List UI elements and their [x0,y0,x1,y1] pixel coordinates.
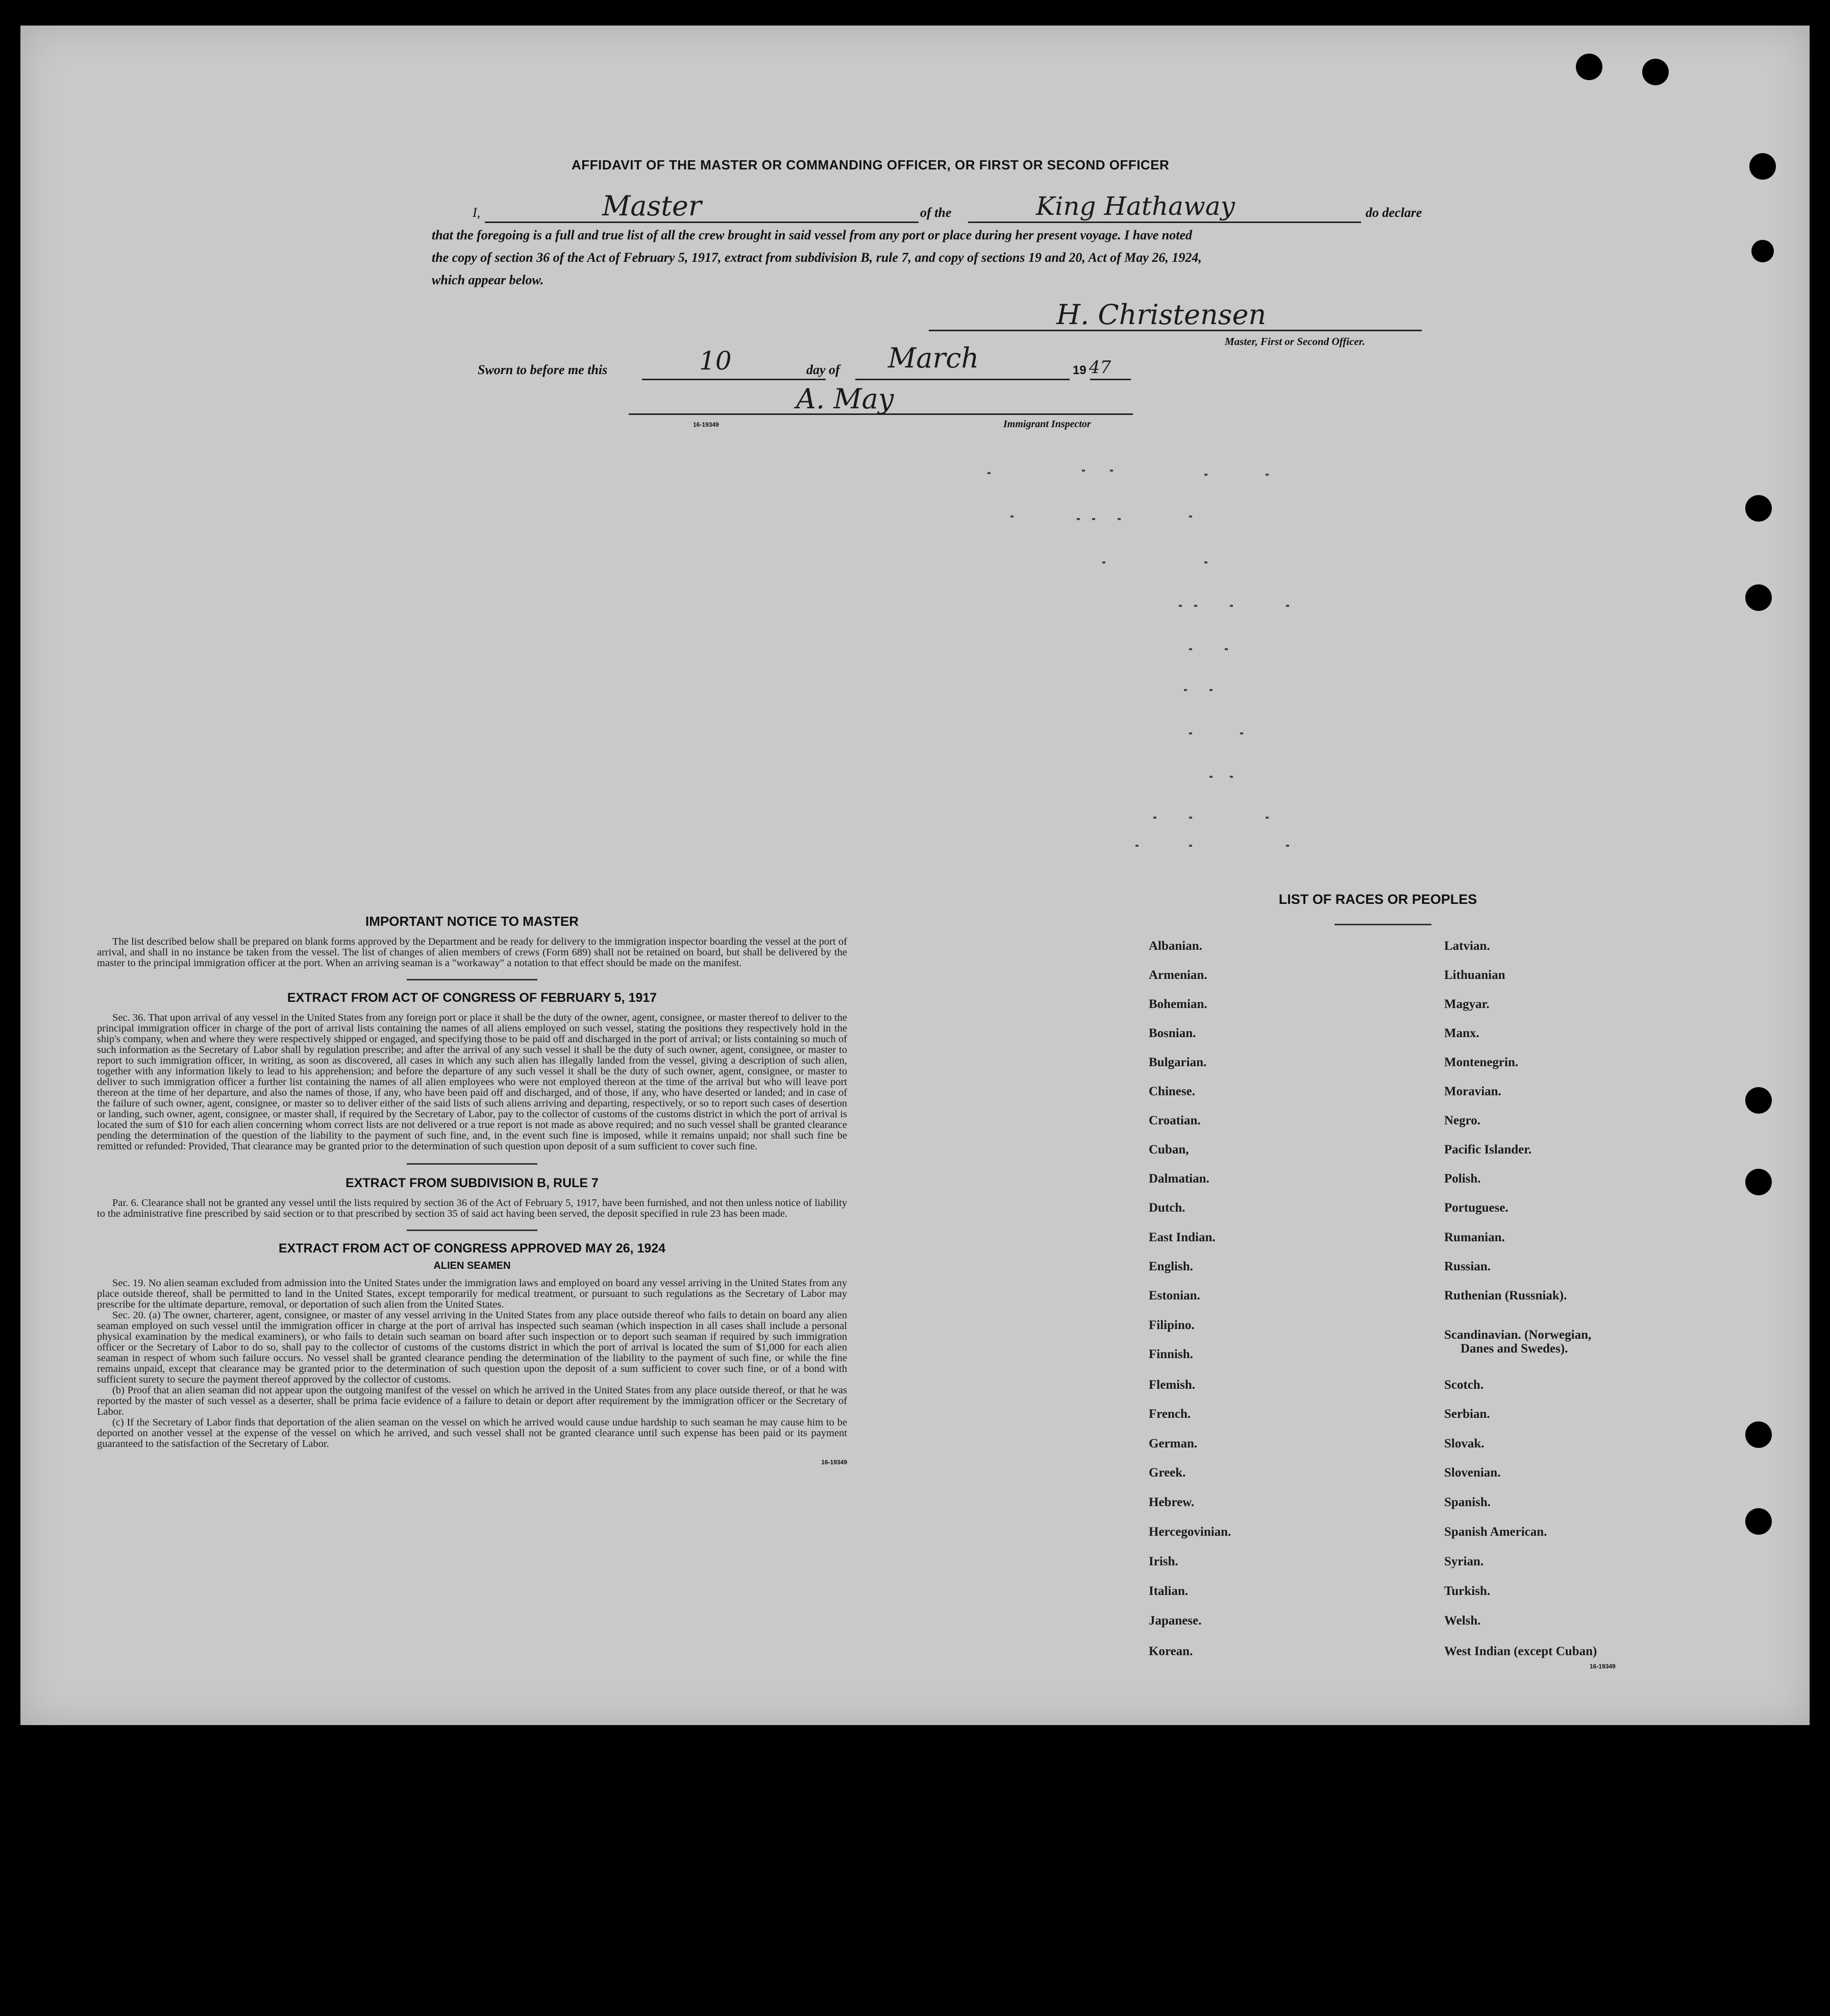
extract3-title: EXTRACT FROM ACT OF CONGRESS APPROVED MAY 26, 1924 [278,1241,666,1256]
sec20b-text: (b) Proof that an alien seaman did not appear upon the outgoing manifest of the vessel on which he arrived in the United States from any place outside thereof, or that he was reported by the master of such vessel as a deserter, shall be prima facie evidence of a failure to detain or deport after requirement by the immigration officer or the Secretary of Labor. [97,1385,847,1417]
race-item: Russian. [1444,1260,1491,1273]
year-line [1090,379,1131,380]
races-title: LIST OF RACES OR PEOPLES [1278,892,1477,907]
inspector-caption: Immigrant Inspector [1003,419,1091,430]
punch-hole [1745,584,1772,611]
race-item: East Indian. [1149,1231,1216,1244]
race-item: Armenian. [1149,968,1207,982]
day-of-label: day of [806,362,840,377]
extract1-text: Sec. 36. That upon arrival of any vessel in the United States from any foreign port or place it shall be the duty of the owner, agent, consignee, or master thereof to deliver to the principal immigration officer in charge of the port of arrival lists containing the names of all aliens employed on such vessel, stating the positions they respectively hold in the ship's company, when and where they were respectively shipped or engaged, and specifying those to be paid off and discharged in the port of arrival; or lists containing so much of such information as the Secretary of Labor shall by regulation prescribe; and after the arrival of any such vessel it shall be the duty of such owner, agent, consignee, or master to report to such immigration officer, in writing, as soon as discovered, all cases in which any such alien has illegally landed from the vessel, giving a description of such alien, together with any information likely to lead to his apprehension; and before the departure of any such vessel it shall be the duty of such owner, agent, consignee, or master to deliver to such immigration officer a further list containing the names of all alien employees who were not employed thereon at the time of the arrival but who will leave port thereon at the time of her departure, and also the names of those, if any, who have been paid off and discharged, and of those, if any, who have deserted or landed; and in case of the failure of such owner, agent, consignee, or master so to deliver either of the said lists of such aliens arriving and departing, respectively, or so to report such cases of desertion or landing, such owner, agent, consignee, or master shall, if required by the Secretary of Labor, pay to the collector of customs of the customs district in which the port of arrival is located the sum of $10 for each alien concerning whom correct lists are not delivered or a true report is not made as above required; and no such vessel shall be granted clearance pending the determination of the question of the liability to the payment of such fine, and, in the event such fine is imposed, while it remains unpaid; nor shall such fine be remitted or refunded: Provided, That clearance may be granted prior to the determination of such question upon deposit of a sum sufficient to cover such fine. [97,1012,847,1152]
punch-hole [1749,153,1776,180]
month-handwriting: March [888,342,979,374]
affidavit-title: AFFIDAVIT OF THE MASTER OR COMMANDING OFFICER, OR FIRST OR SECOND OFFICER [572,157,1170,173]
sec19-text: Sec. 19. No alien seaman excluded from admission into the United States under the immigration laws and employed on board any vessel arriving in the United States from any place outside thereof, shall be permitted to land in the United States, except temporarily for medical treatment, or pursuant to such regulations as the Secretary of Labor may prescribe for the ultimate departure, removal, or deportation of such alien from the United States. [97,1277,847,1310]
divider [407,1230,537,1231]
race-item: Cuban, [1149,1143,1189,1157]
race-item: Filipino. [1149,1318,1195,1332]
year-handwriting: 47 [1089,357,1111,378]
race-item: French. [1149,1407,1191,1421]
affidavit-line2: that the foregoing is a full and true list of all the crew brought in said vessel from any port or place during her present voyage. I have noted [432,228,1193,242]
race-item: Finnish. [1149,1347,1193,1361]
sec20a-text: Sec. 20. (a) The owner, charterer, agent, consignee, or master of any vessel arriving in the United States from any place outside thereof who fails to detain on board any alien seaman employed on such vessel until the immigration officer in charge at the port of arrival has inspected such seaman (which inspection in all cases shall include a personal physical examination by the medical examiners), or who fails to detain such seaman on board after such inspection or to deport such seaman if required by such immigration officer or the Secretary of Labor to do so, shall pay to the collector of customs of the customs district in which the port of arrival is located the sum of $1,000 for each alien seaman in respect of whom such failure occurs. No vessel shall be granted clearance pending the determination of the liability to the payment of such fine, or while the fine remains unpaid, except that clearance may be granted prior to the determination of such question upon the deposit of a sum sufficient to cover such fine, or of a bond with sufficient surety to secure the payment thereof approved by the collector of customs. [97,1310,847,1385]
form-page [20,26,1810,1725]
race-item: Korean. [1149,1644,1193,1658]
race-item: Moravian. [1444,1085,1501,1098]
punch-hole [1745,1421,1772,1448]
race-item: Irish. [1149,1555,1178,1568]
race-item: Spanish. [1444,1495,1491,1509]
punch-hole [1745,495,1772,522]
race-item: Scotch. [1444,1378,1484,1392]
race-item: Croatian. [1149,1114,1201,1127]
race-item: Dutch. [1149,1201,1185,1215]
sworn-day-line [642,379,826,380]
divider [407,1163,537,1165]
form-code: 16-19349 [693,421,719,428]
race-item: Estonian. [1149,1289,1200,1302]
vessel-handwriting: King Hathaway [1036,191,1235,221]
punch-hole [1745,1087,1772,1114]
month-line [855,379,1070,380]
race-item: Greek. [1149,1466,1186,1480]
do-declare-label: do declare [1366,205,1422,220]
race-item: Spanish American. [1444,1525,1547,1539]
extract3-subtitle: ALIEN SEAMEN [433,1260,511,1271]
race-item: Hercegovinian. [1149,1525,1231,1539]
race-item: Slovak. [1444,1437,1485,1450]
race-item: Bohemian. [1149,997,1207,1011]
notice-title: IMPORTANT NOTICE TO MASTER [365,914,579,929]
affidavit-i: I, [473,205,481,220]
race-item: Chinese. [1149,1085,1195,1098]
race-item: Scandinavian. (Norwegian, [1444,1328,1592,1342]
year-prefix: 19 [1073,363,1086,377]
race-item: Magyar. [1444,997,1490,1011]
extract1-title: EXTRACT FROM ACT OF CONGRESS OF FEBRUARY 5, 1917 [287,991,657,1005]
punch-hole [1751,240,1774,262]
race-item: Bulgarian. [1149,1055,1207,1069]
race-item: Albanian. [1149,939,1202,953]
punch-hole [1745,1508,1772,1535]
race-item: Portuguese. [1444,1201,1508,1215]
race-item: German. [1149,1437,1198,1450]
notice-form-code: 16-19349 [821,1459,847,1466]
race-item: Lithuanian [1444,968,1505,982]
affidavit-line4: which appear below. [432,273,544,287]
race-item: Hebrew. [1149,1495,1195,1509]
punch-hole [1745,1169,1772,1195]
name-line [485,222,919,223]
race-item: Montenegrin. [1444,1055,1519,1069]
race-item: Latvian. [1444,939,1490,953]
signature-caption: Master, First or Second Officer. [1225,335,1365,348]
extract2-title: EXTRACT FROM SUBDIVISION B, RULE 7 [345,1176,599,1190]
divider [407,979,537,980]
signature-handwriting: H. Christensen [1056,299,1267,331]
race-item: Serbian. [1444,1407,1490,1421]
inspector-handwriting: A. May [796,383,894,415]
race-item: Polish. [1444,1172,1481,1186]
sworn-label: Sworn to before me this [478,362,608,377]
race-item: West Indian (except Cuban) [1444,1644,1597,1658]
race-item: Flemish. [1149,1378,1195,1392]
race-item: Ruthenian (Russniak). [1444,1289,1567,1302]
race-item: English. [1149,1260,1193,1273]
extract2-text: Par. 6. Clearance shall not be granted any vessel until the lists required by section 36 of the Act of February 5, 1917, have been furnished, and not then unless notice of liability to the administrative fine prescribed by said section or to that prescribed by section 35 of said act having been served, the deposit specified in rule 23 has been made. [97,1197,847,1219]
punch-hole [1642,59,1669,85]
race-item: Bosnian. [1149,1026,1196,1040]
vessel-line [968,222,1361,223]
race-item: Pacific Islander. [1444,1143,1532,1157]
sec20c-text: (c) If the Secretary of Labor finds that deportation of the alien seaman on the vessel on which he arrived would cause undue hardship to such seaman he may cause him to be deported on another vessel at the expense of the vessel on which he arrived, and such vessel shall not be granted clearance until such expense has been paid or its payment guaranteed to the satisfaction of the Secretary of Labor. [97,1417,847,1449]
master-handwriting: Master [602,190,702,222]
race-item: Slovenian. [1444,1466,1501,1480]
race-item: Manx. [1444,1026,1479,1040]
affidavit-line3: the copy of section 36 of the Act of February 5, 1917, extract from subdivision B, rule 7, and copy of sections 19 and 20, Act of May 26, 1924, [432,250,1202,265]
sworn-day-handwriting: 10 [699,346,732,376]
notice-text: The list described below shall be prepared on blank forms approved by the Department and be ready for delivery to the immigration inspector boarding the vessel at the port of arrival, and shall in no instance be taken from the vessel. The list of changes of alien members of crews (Form 689) shall not be retained on board, but shall be delivered by the master to the principal immigration officer at the port. When an arriving seaman is a "workaway" a notation to that effect should be made on the manifest. [97,936,847,969]
race-item: Negro. [1444,1114,1481,1127]
notice-section [97,914,847,1466]
race-item: Italian. [1149,1584,1189,1598]
races-title-rule [1334,924,1431,925]
race-item: Japanese. [1149,1614,1202,1628]
race-item: Dalmatian. [1149,1172,1209,1186]
race-item: Welsh. [1444,1614,1481,1628]
races-form-code: 16-19349 [1590,1663,1616,1670]
race-item: Syrian. [1444,1555,1484,1568]
punch-hole [1576,54,1602,80]
race-item: Turkish. [1444,1584,1491,1598]
race-item: Rumanian. [1444,1231,1505,1244]
race-item: Danes and Swedes). [1461,1342,1568,1356]
of-the-label: of the [920,205,952,220]
